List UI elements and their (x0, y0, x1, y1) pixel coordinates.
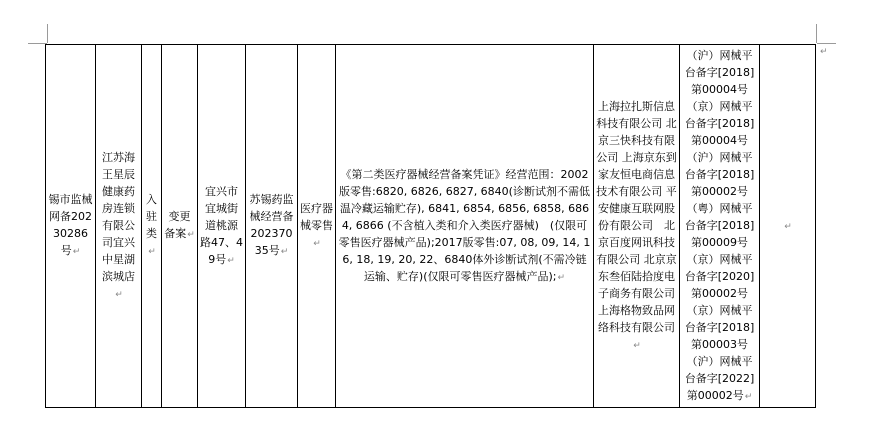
cell-record-id: 锡市监械网备20230286号↵ (46, 45, 96, 408)
cell-remark: ↵ (760, 45, 816, 408)
registration-table (45, 44, 816, 408)
crop-mark-top-left-vertical (47, 24, 48, 43)
cell-platform-companies: 上海拉扎斯信息科技有限公司 北京三快科技有限公司 上海京东到家友恒电商信息技术有限公司 平安健康互联网股份有限公司 北京百度网讯科技有限公司 北京京东叁佰陆拾度电子商务有限公司 上海格物致品网络科技有限公司↵ (594, 45, 680, 408)
cell-platform-filing-numbers: （沪）网械平台备字[2018]第00004号 （京）网械平台备字[2018]第00004号 （沪）网械平台备字[2018]第00002号 （粤）网械平台备字[2018]第00009号 （京）网械平台备字[2020]第00002号 （京）网械平台备字[2018]第00003号 （沪）网械平台备字[2022]第00002号↵ (680, 45, 760, 408)
table-row (46, 45, 816, 408)
crop-mark-top-right-horizontal (817, 43, 836, 44)
crop-mark-top-right-vertical (816, 24, 817, 43)
cell-address: 宜兴市宜城街道桃源路47、49号↵ (198, 45, 246, 408)
cell-business-scope: 《第二类医疗器械经营备案凭证》经营范围：2002版零售:6820, 6826, 6827, 6840(诊断试剂不需低温冷藏运输贮存), 6841, 6854, 6856, 6858, 6864, 6866 (不含植入类和介入类医疗器械) (仅限可零售医疗器械产品);2017版零售:07, 08, 09, 14, 16, 18, 19, 20, 22、6840体外诊断试剂(不需冷链运输、贮存)(仅限可零售医疗器械产品);↵ (336, 45, 594, 408)
cell-entry-type: 入驻类↵ (142, 45, 162, 408)
row-end-mark: ↵ (820, 47, 828, 57)
cell-business-category: 医疗器械零售↵ (298, 45, 336, 408)
cell-license-number: 苏锡药监械经营备20237035号↵ (246, 45, 298, 408)
cell-company-name: 江苏海王星辰健康药房连锁有限公司宜兴中星湖滨城店↵ (96, 45, 142, 408)
cell-change-type: 变更备案↵ (162, 45, 198, 408)
